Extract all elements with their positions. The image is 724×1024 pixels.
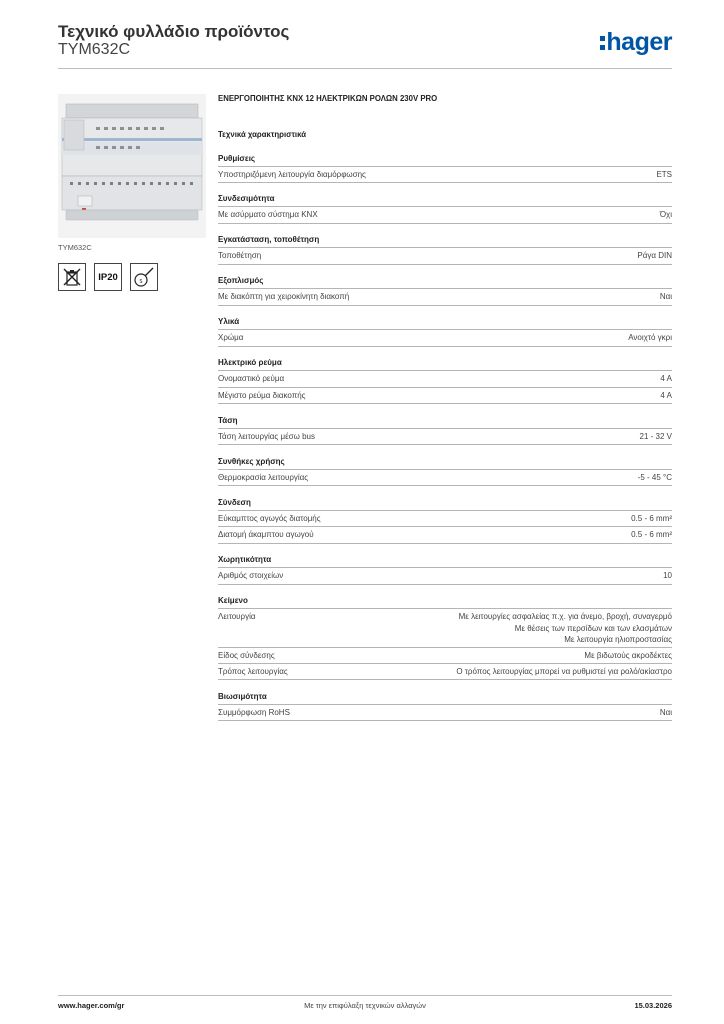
spec-value: Όχι: [659, 210, 672, 220]
section-title: Βιωσιμότητα: [218, 689, 672, 705]
spec-label: Εύκαμπτος αγωγός διατομής: [218, 513, 321, 523]
spec-value: 4 A: [660, 390, 672, 400]
spec-label: Διατομή άκαμπτου αγωγού: [218, 530, 314, 540]
spec-row: [218, 289, 672, 305]
section-title: Συνθήκες χρήσης: [218, 454, 672, 470]
spec-label: Με διακόπτη για χειροκίνητη διακοπή: [218, 292, 350, 302]
spec-section: [218, 314, 672, 346]
spec-value: Ράγα DIN: [637, 251, 672, 261]
spec-value: Ναι: [659, 292, 672, 302]
spec-label: Θερμοκρασία λειτουργίας: [218, 472, 309, 482]
page-footer: [58, 995, 672, 1010]
spec-label: Συμμόρφωση RoHS: [218, 708, 290, 717]
spec-value: 0.5 - 6 mm²: [631, 513, 672, 523]
ip-rating-badge: [94, 263, 122, 291]
document-title: Τεχνικό φυλλάδιο προϊόντος: [58, 22, 290, 41]
product-image-caption: TYM632C: [58, 243, 92, 252]
spec-row: [218, 248, 672, 264]
page-header: [58, 20, 672, 69]
technical-characteristics-heading: Τεχνικά χαρακτηριστικά: [218, 130, 306, 139]
website-link[interactable]: www.hager.com/gr: [58, 1001, 125, 1010]
spec-value: Ναι: [659, 708, 672, 717]
spec-label: Μέγιστο ρεύμα διακοπής: [218, 390, 306, 400]
spec-row: [218, 511, 672, 527]
spec-label: Αριθμός στοιχείων: [218, 571, 284, 581]
spec-value: -5 - 45 °C: [637, 472, 672, 482]
spec-row: [218, 609, 672, 648]
spec-value: 10: [663, 571, 672, 581]
section-title: Ρυθμίσεις: [218, 151, 672, 167]
spec-sections: [218, 151, 672, 722]
technical-content: [218, 93, 672, 730]
spec-row: [218, 568, 672, 584]
spec-value: [459, 609, 672, 647]
hager-logo: [600, 28, 672, 56]
section-title: Εγκατάσταση, τοποθέτηση: [218, 232, 672, 248]
spec-value: 4 A: [660, 374, 672, 384]
spec-row: [218, 470, 672, 486]
spec-value: Με βιδωτούς ακροδέκτες: [584, 650, 672, 660]
spec-value: 0.5 - 6 mm²: [631, 530, 672, 540]
logo-text: hager: [606, 28, 672, 56]
product-title: ΕΝΕΡΓΟΠΟΙΗΤΗΣ KNX 12 ΗΛΕΚΤΡΙΚΩΝ ΡΟΛΩΝ 230V PRO: [218, 94, 438, 103]
spec-value: Ανοιχτό γκρι: [628, 333, 672, 343]
spec-section: [218, 191, 672, 223]
spec-value: Ο τρόπος λειτουργίας μπορεί να ρυθμιστεί για ρολό/ακίαστρο: [456, 667, 672, 677]
spec-section: [218, 413, 672, 445]
screwdriver-terminal-icon: [130, 263, 158, 291]
section-title: Ηλεκτρικό ρεύμα: [218, 355, 672, 371]
spec-label: Τρόπος λειτουργίας: [218, 667, 288, 677]
spec-value: ETS: [656, 169, 672, 179]
spec-value-line: Με θέσεις των περσίδων και των ελασμάτων: [514, 623, 672, 633]
section-title: Εξοπλισμός: [218, 273, 672, 289]
spec-row: [218, 207, 672, 223]
document-date: 15.03.2026: [634, 1001, 672, 1010]
spec-section: [218, 593, 672, 680]
spec-row: [218, 648, 672, 664]
spec-section: [218, 689, 672, 721]
spec-row: [218, 429, 672, 445]
section-title: Κείμενο: [218, 593, 672, 609]
spec-label: Τάση λειτουργίας μέσω bus: [218, 431, 315, 441]
product-reference: TYM632C: [58, 41, 131, 58]
spec-label: Χρώμα: [218, 333, 244, 343]
product-image: [58, 94, 206, 238]
spec-row: [218, 705, 672, 721]
spec-row: [218, 388, 672, 404]
section-title: Σύνδεση: [218, 495, 672, 511]
spec-section: [218, 273, 672, 305]
spec-section: [218, 151, 672, 183]
spec-section: [218, 552, 672, 584]
recycling-symbol-icon: [58, 263, 86, 291]
section-title: Υλικά: [218, 314, 672, 330]
section-title: Τάση: [218, 413, 672, 429]
spec-label: Υποστηριζόμενη λειτουργία διαμόρφωσης: [218, 169, 366, 179]
spec-section: [218, 454, 672, 486]
spec-label: Ονομαστικό ρεύμα: [218, 374, 285, 384]
spec-row: [218, 330, 672, 346]
spec-row: [218, 167, 672, 183]
spec-label: Είδος σύνδεσης: [218, 650, 275, 660]
svg-text:S: S: [139, 279, 143, 285]
spec-value-line: Με λειτουργία ηλιοπροστασίας: [564, 635, 672, 645]
section-title: Συνδεσιμότητα: [218, 191, 672, 207]
spec-label: Με ασύρματο σύστημα KNX: [218, 210, 318, 220]
spec-row: [218, 371, 672, 387]
spec-label: Τοποθέτηση: [218, 251, 262, 261]
logo-dots-icon: [600, 35, 605, 51]
spec-section: [218, 495, 672, 544]
product-symbols: [58, 263, 158, 291]
ip-rating-label: IP20: [98, 271, 118, 283]
spec-section: [218, 232, 672, 264]
spec-value-line: Με λειτουργίες ασφαλείας π.χ. για άνεμο, βροχή, συναγερμό: [458, 612, 672, 622]
spec-value: 21 - 32 V: [639, 431, 672, 441]
spec-row: [218, 664, 672, 680]
disclaimer-text: Με την επιφύλαξη τεχνικών αλλαγών: [304, 1001, 426, 1010]
section-title: Χωρητικότητα: [218, 552, 672, 568]
spec-row: [218, 527, 672, 543]
spec-section: [218, 355, 672, 404]
spec-label: Λειτουργία: [218, 612, 256, 622]
